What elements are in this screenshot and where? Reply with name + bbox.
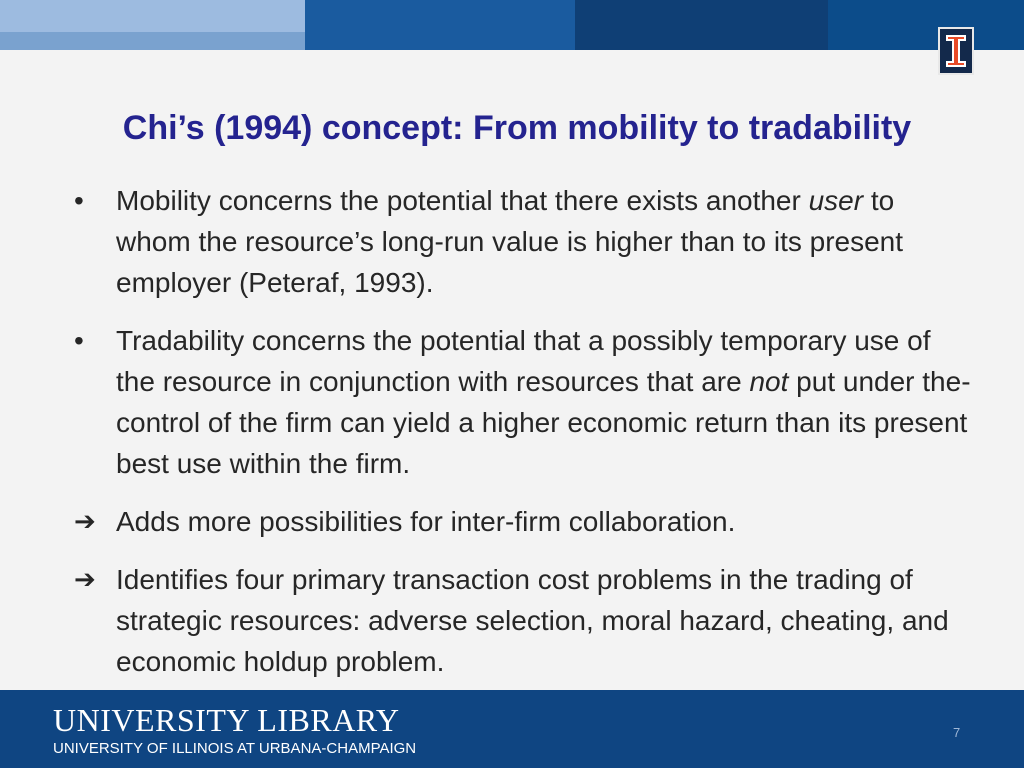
slide-body <box>74 180 974 699</box>
bullet-text: Tradability concerns the potential that a possibly temporary use of the resource in conjunction with resources that are not put under the-control of the firm can yield a higher economic return than its present best use within the firm. <box>116 325 971 479</box>
arrow-item <box>74 559 974 682</box>
footer-subtitle: UNIVERSITY OF ILLINOIS AT URBANA-CHAMPAIGN <box>53 740 417 757</box>
footer-bar <box>0 690 1024 768</box>
arrow-right-icon: ➔ <box>74 564 96 594</box>
footer-title: UNIVERSITY LIBRARY <box>53 702 400 738</box>
bullet-icon: • <box>74 185 84 216</box>
arrow-right-icon: ➔ <box>74 506 96 536</box>
bullet-item <box>74 320 974 484</box>
block-i-logo-icon <box>938 27 974 75</box>
arrow-text: Identifies four primary transaction cost problems in the trading of strategic resources: adverse selection, moral hazard, cheating, and economic holdup problem. <box>116 564 949 677</box>
arrow-item <box>74 501 974 542</box>
arrow-text: Adds more possibilities for inter-firm collaboration. <box>116 506 736 537</box>
banner-segment-light <box>0 0 305 32</box>
slide-title: Chi’s (1994) concept: From mobility to tradability <box>122 109 912 147</box>
bullet-icon: • <box>74 325 84 356</box>
banner-segment <box>575 0 828 50</box>
top-banner <box>0 0 1024 50</box>
bullet-text: Mobility concerns the potential that there exists another user to whom the resource’s long-run value is higher than to its present employer (Peteraf, 1993). <box>116 185 904 298</box>
page-number: 7 <box>953 725 961 740</box>
banner-segment <box>305 0 575 50</box>
bullet-item <box>74 180 974 303</box>
banner-segment <box>828 0 1024 50</box>
